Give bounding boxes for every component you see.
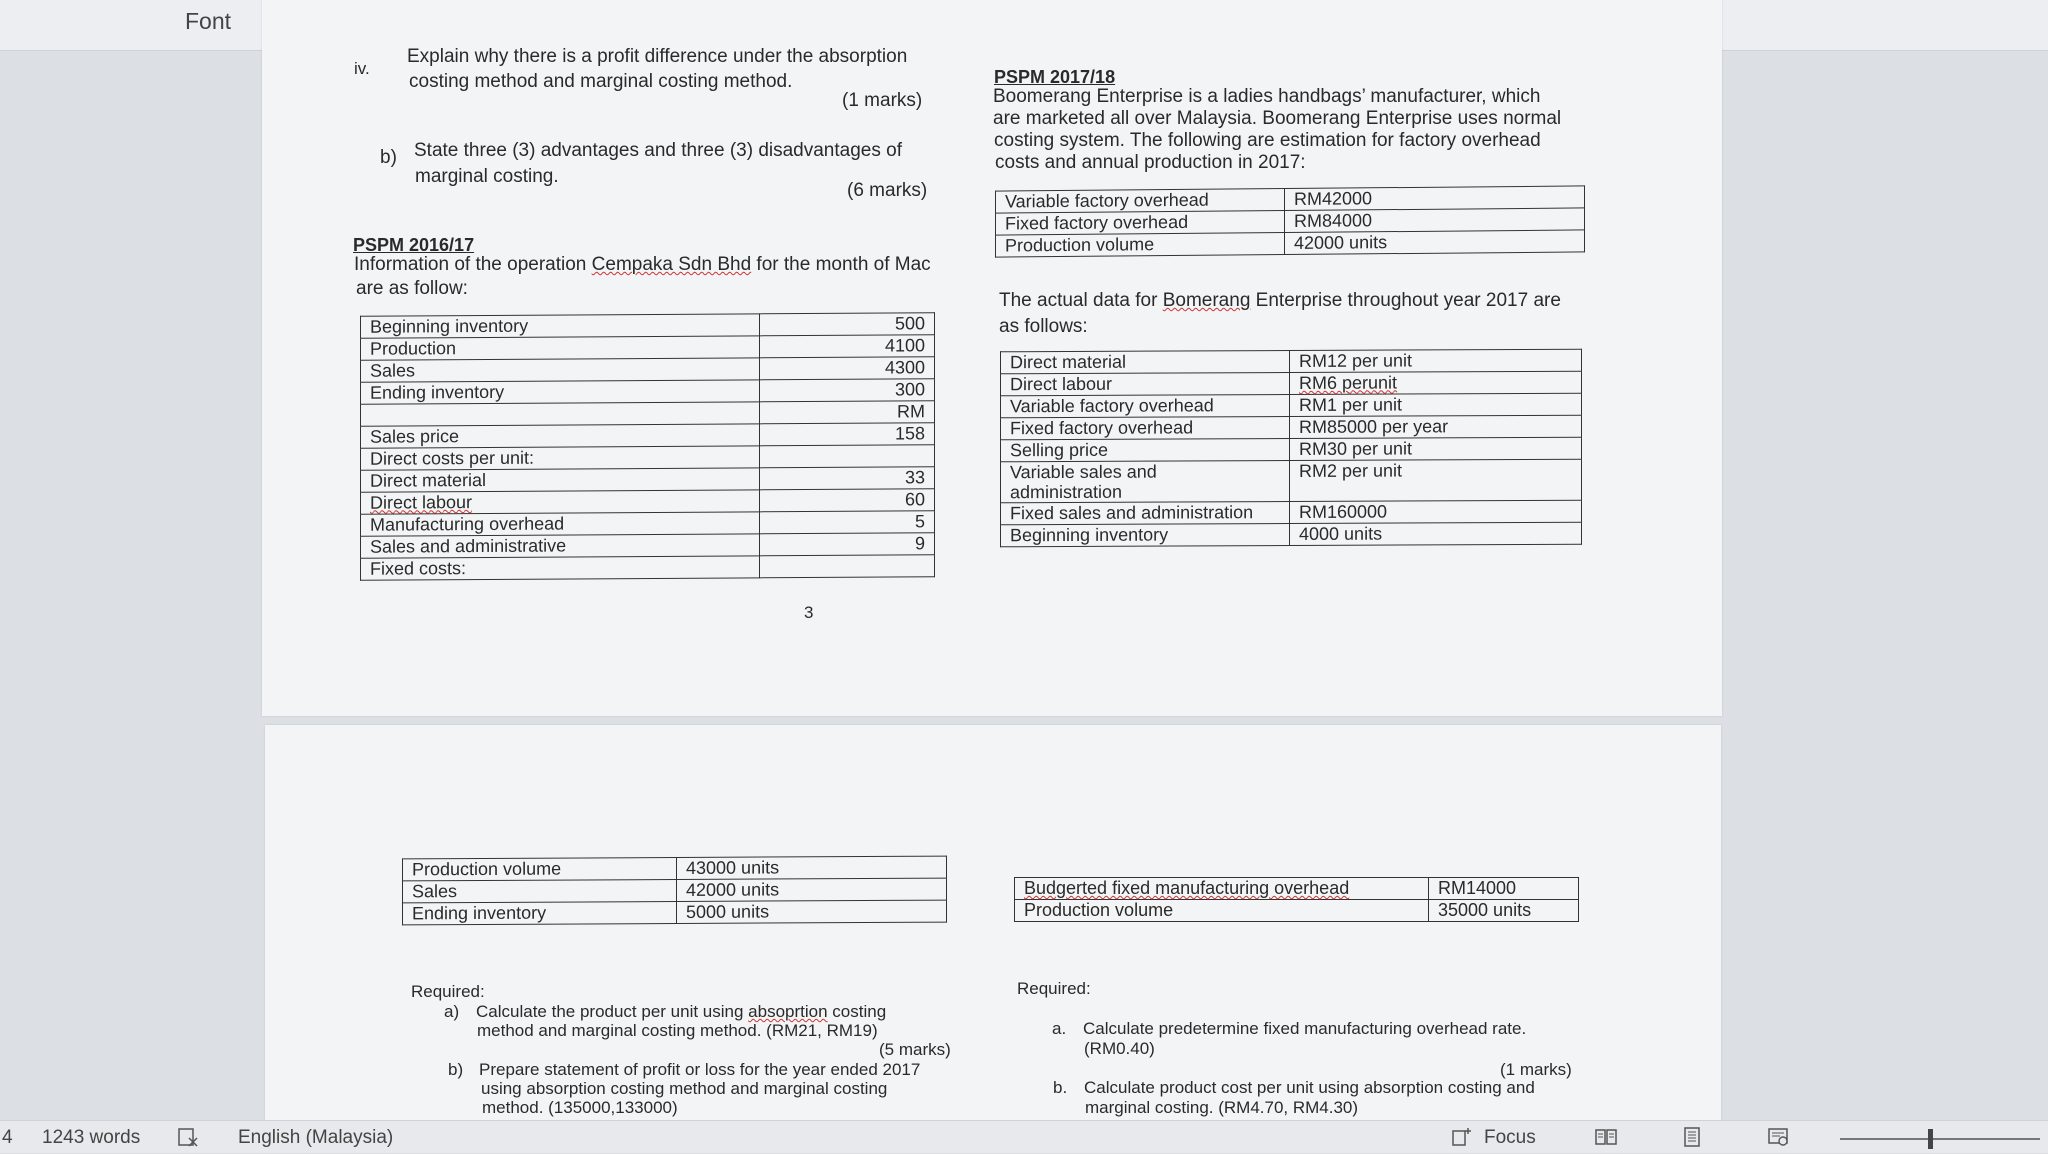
table-row (1015, 900, 1579, 922)
table-row (1001, 522, 1582, 547)
table-cell-value: RM85000 per year (1290, 415, 1582, 438)
misspelled-word: absoprtion (748, 1002, 828, 1021)
table-cell-label: Variable factory overhead (996, 189, 1285, 214)
marks-label: (6 marks) (847, 180, 928, 201)
table-cell-label: Variable factory overhead (1001, 395, 1290, 418)
budget-table (1014, 877, 1579, 922)
question-text: marginal costing. (RM4.70, RM4.30) (1085, 1098, 1359, 1117)
table-cell-label (361, 402, 760, 426)
table-cell-label: Production volume (1015, 900, 1429, 922)
font-group-label: Font (185, 8, 232, 34)
document-page-2[interactable] (265, 725, 1721, 1125)
table-row (361, 555, 935, 581)
question-number: b) (380, 147, 397, 168)
table-cell-value: 300 (760, 379, 935, 402)
table-cell-value: 35000 units (1429, 900, 1579, 922)
question-text: Calculate product cost per unit using absorption costing and (1084, 1078, 1535, 1097)
table-cell-label: Sales price (361, 424, 760, 448)
section-heading: PSPM 2016/17 (353, 235, 475, 255)
table-cell-value: RM84000 (1285, 208, 1585, 233)
question-text: Prepare statement of profit or loss for the year ended 2017 (479, 1060, 921, 1079)
page-indicator[interactable]: 4 (2, 1127, 13, 1148)
table-cell-value: RM30 per unit (1290, 437, 1582, 460)
table-row (403, 856, 947, 881)
question-text: Calculate the product per unit using absoprtion costing (476, 1002, 887, 1021)
table-cell-label: Direct labour (1001, 373, 1290, 396)
table-row (1001, 437, 1582, 462)
company-name: Bomerang (1162, 290, 1251, 311)
table-cell-label: Fixed sales and administration (1001, 502, 1290, 525)
table-cell-label: Production volume (996, 233, 1285, 258)
table-cell-value: RM14000 (1429, 878, 1579, 900)
document-page-1[interactable] (262, 0, 1722, 716)
page-number: 3 (804, 603, 814, 622)
table-cell-label: Fixed factory overhead (996, 211, 1285, 236)
section-heading: PSPM 2017/18 (994, 67, 1116, 87)
intro-text: costing system. The following are estimation for factory overhead (994, 130, 1541, 151)
question-number: a. (1052, 1019, 1067, 1038)
table-cell-value: 42000 units (1285, 230, 1585, 255)
language-indicator[interactable]: English (Malaysia) (238, 1127, 394, 1148)
table-cell-value: 60 (760, 489, 935, 512)
status-bar (0, 1120, 2048, 1153)
table-cell-label: Budgerted fixed manufacturing overhead (1015, 878, 1429, 900)
table-cell-value: 4100 (760, 335, 935, 358)
table-cell-label: Beginning inventory (1001, 524, 1290, 547)
question-text: marginal costing. (415, 166, 559, 187)
table-cell-label: Sales (361, 358, 760, 382)
table-cell-label: Direct material (361, 468, 760, 492)
actual-intro-text: The actual data for Bomerang Enterprise throughout year 2017 are (999, 290, 1561, 311)
company-name: Cempaka Sdn Bhd (591, 254, 752, 275)
focus-button[interactable]: Focus (1484, 1127, 1536, 1148)
intro-text: Information of the operation Cempaka Sdn Bhd for the month of Mac (354, 254, 931, 275)
table-cell-value: 5 (760, 511, 935, 534)
question-text: Explain why there is a profit difference under the absorption (407, 46, 908, 67)
focus-icon[interactable] (1450, 1126, 1474, 1148)
table-cell-label: Direct material (1001, 351, 1290, 374)
web-layout-icon[interactable] (1766, 1126, 1790, 1148)
table-cell-value: RM42000 (1285, 186, 1585, 211)
estimation-table (995, 185, 1585, 257)
question-text: using absorption costing method and marginal costing (481, 1079, 888, 1098)
table-cell-value: 500 (760, 313, 935, 336)
table-row (1001, 371, 1582, 396)
table-cell-label: Direct costs per unit: (361, 446, 760, 470)
required-label: Required: (1017, 979, 1091, 998)
actual-intro-text: as follows: (999, 316, 1088, 337)
table-cell-value: RM12 per unit (1290, 349, 1582, 372)
table-cell-label: Fixed costs: (361, 556, 760, 580)
table-cell-value: 5000 units (677, 900, 947, 923)
question-text: method. (135000,133000) (482, 1098, 678, 1117)
table-row (403, 878, 947, 903)
table-cell-label: Selling price (1001, 439, 1290, 462)
table-cell-label: Manufacturing overhead (361, 512, 760, 536)
table-cell-label: Fixed factory overhead (1001, 417, 1290, 440)
table-cell-value: 43000 units (677, 856, 947, 879)
table-row (403, 900, 947, 925)
table-row (1001, 349, 1582, 374)
table-cell-label: Production (361, 336, 760, 360)
table-cell-label: Ending inventory (403, 901, 677, 924)
table-row (996, 230, 1585, 257)
question-number: iv. (354, 59, 370, 78)
word-count[interactable]: 1243 words (42, 1127, 141, 1148)
inventory-table (360, 312, 935, 581)
table-row (1015, 878, 1579, 900)
table-row (1001, 393, 1582, 418)
table-cell-value: 9 (760, 533, 935, 556)
intro-text: costs and annual production in 2017: (995, 152, 1306, 173)
table-cell-value: 33 (760, 467, 935, 490)
required-label: Required: (411, 982, 485, 1001)
table-cell-value: 4300 (760, 357, 935, 380)
question-text: Calculate predetermine fixed manufacturing overhead rate. (1083, 1019, 1527, 1038)
table-cell-value: 158 (760, 423, 935, 446)
question-text: method and marginal costing method. (RM21, RM19) (477, 1021, 878, 1040)
table-cell-value: RM (760, 401, 935, 424)
table-cell-label: Ending inventory (361, 380, 760, 404)
question-text: State three (3) advantages and three (3) disadvantages of (414, 140, 902, 161)
table-cell-value: 42000 units (677, 878, 947, 901)
production-table (402, 856, 947, 926)
intro-text: are marketed all over Malaysia. Boomerang Enterprise uses normal (993, 108, 1562, 129)
intro-text: Boomerang Enterprise is a ladies handbags’ manufacturer, which (993, 86, 1541, 107)
table-cell-label: Variable sales and administration (1001, 461, 1290, 503)
actual-data-table (1000, 349, 1582, 548)
table-cell-value: RM160000 (1290, 500, 1582, 523)
zoom-slider-handle[interactable] (1928, 1129, 1933, 1149)
table-cell-label: Direct labour (361, 490, 760, 514)
table-cell-label: Sales and administrative (361, 534, 760, 558)
table-row (1001, 500, 1582, 525)
question-text: costing method and marginal costing method. (409, 71, 793, 92)
table-row (1001, 459, 1582, 503)
zoom-slider-track[interactable] (1840, 1138, 2040, 1140)
table-cell-value (760, 555, 935, 578)
table-cell-value: RM2 per unit (1290, 459, 1582, 501)
marks-label: (1 marks) (842, 90, 923, 111)
table-cell-label: Beginning inventory (361, 314, 760, 338)
question-number: b) (448, 1060, 464, 1079)
question-number: b. (1053, 1078, 1068, 1097)
table-cell-label: Sales (403, 879, 677, 902)
marks-label: (1 marks) (1500, 1060, 1572, 1079)
intro-text: are as follow: (356, 278, 468, 299)
table-cell-label: Production volume (403, 857, 677, 880)
table-row (1001, 415, 1582, 440)
table-cell-value: RM1 per unit (1290, 393, 1582, 416)
read-mode-icon[interactable] (1594, 1126, 1618, 1148)
proofing-icon[interactable] (176, 1126, 200, 1148)
table-cell-value (760, 445, 935, 468)
print-layout-icon[interactable] (1680, 1126, 1704, 1148)
marks-label: (5 marks) (879, 1040, 951, 1059)
question-text: (RM0.40) (1084, 1039, 1155, 1058)
table-cell-value: 4000 units (1290, 522, 1582, 545)
question-number: a) (444, 1002, 460, 1021)
table-cell-value: RM6 perunit (1290, 371, 1582, 394)
